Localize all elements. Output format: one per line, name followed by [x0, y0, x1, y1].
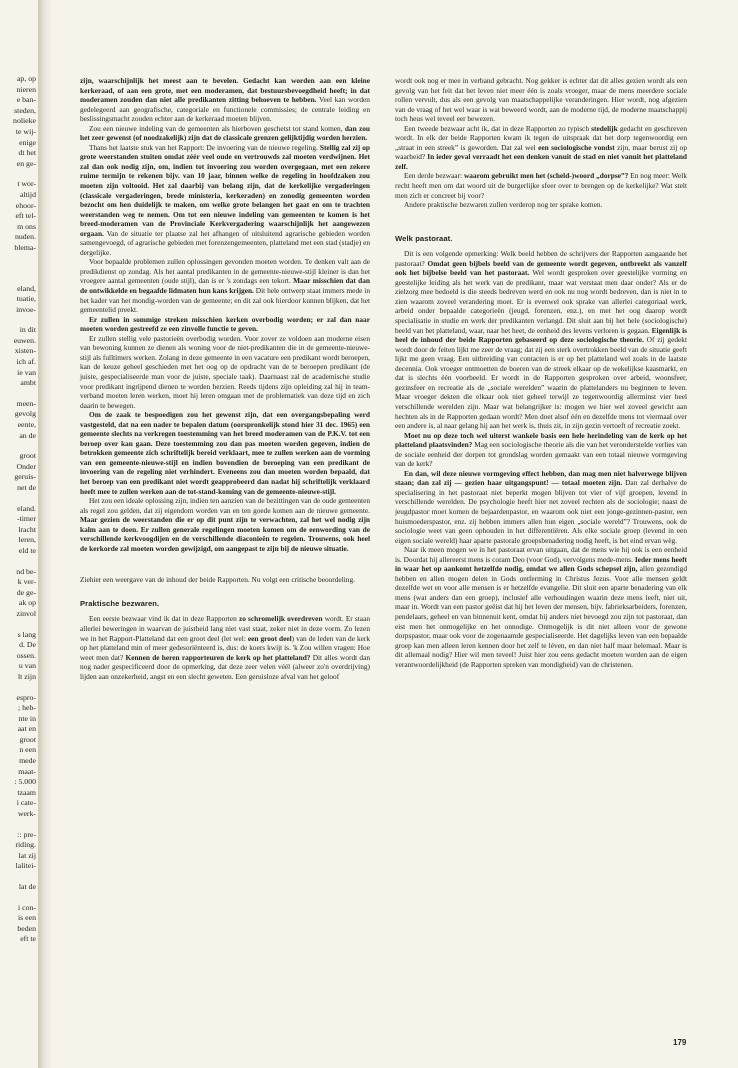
margin-fragment: tzaam	[17, 787, 36, 797]
text-run: Dit hele ontwerp staat immers mede in het kader van het mondig-worden van de gemeente; en dit zal ook hierdoor kunnen blijken, dat het gemeentelid preekt.	[80, 286, 370, 315]
paragraph	[395, 545, 687, 669]
margin-fragment: d. De	[19, 640, 36, 650]
paragraph	[80, 334, 370, 410]
text-run: Dit is een volgende opmerking: Welk beeld hebben de schrijvers der Rapporten aangaande het pastoraat?	[395, 249, 687, 268]
margin-fragment: altijd	[19, 189, 36, 199]
margin-fragment: tuatie,	[16, 294, 36, 304]
text-run: Dan zal derhalve de specialisering in het pastoraat niet beperkt mogen blijven tot vier of vijf groepen, levend in verschillende werelden. De psychologie heeft hier net zoveel rechten als de sociologie; naast de jeugdpastor moet komen de bejaardenpastor, en waarom ook niet een jonge-gezinnen-pastor, een huismoederspastor, enz. zij hebben immers allen hun eigen „sociale wereld”? Trouwens, ook de sociologie weet van geen ophouden in het differentiëren. Als elke sociale groep (levend in een eigen sociale wereld) haar aparte pastorale groepsbenadering nodig heeft, is het eind ervan wèg.	[395, 478, 687, 545]
bold-text-run: Omdat geen bijbels beeld van de gemeente wordt gegeven, ontbreekt als vanzelf ook het bijbelse beeld van het pastoraat.	[395, 258, 687, 278]
margin-fragment: dt het	[18, 148, 36, 158]
margin-fragment: u van	[18, 661, 36, 671]
paragraph	[80, 614, 370, 681]
text-run: Er zullen stellig vele pastorieën overbodig worden. Voor zover ze voldoen aan moderne eisen van bewoning kunnen ze dienen als woning voor de niet-predikanten die in de gemeente-nieuwe-stijl als fulltimers werken. Zolang in deze gemeente in een vacature een predikant wordt beroepen, kan de keuze geheel geschieden met het oog op de opdracht van de te beroepen predikant (de juiste, gespecialiseerde man voor de juiste, speciale taak). Daarnaast zal de academische studie voor predikant ingrijpend dienen te worden herzien. Reeds tijdens zijn opleiding zal hij in team-verband moeten leren werken, moet hij leren omgaan met de problematiek van deze tijd en zich daarin te bewegen.	[80, 333, 370, 410]
margin-fragment: eft tel-	[15, 211, 36, 221]
margin-fragment: ; heb-	[18, 703, 36, 713]
margin-fragment: en ge-	[16, 158, 36, 168]
text-run: Een derde bezwaar:	[404, 171, 464, 181]
margin-fragment	[0, 683, 38, 693]
text-run: Wel wordt gesproken over geestelijke vorming en geestelijke leiding als het werk van de predikant, maar wat verstaat men daar onder? Als er de zielzorg mee bedoeld is die steeds bedreven werd en ook nu nog wordt bedreven, dan is niet in te zien waarom zoveel verandering moet. Er is evenwel ook sprake van allerlei categoriaal werk, arbeid onder bepaalde categorieën (jeugd, forenzen, enz.), en met het oog daarop wordt specialisatie in studie en werk der predikanten verlangd. Dit sluit aan bij het hele (sociologische) beeld van het platteland, waar, naar het heet, de eenheid des levens verloren is gegaan.	[395, 268, 687, 335]
paragraph	[80, 315, 370, 334]
margin-fragment: i con-	[18, 902, 36, 912]
margin-fragment: t wor-	[17, 179, 36, 189]
margin-fragment: eland,	[17, 283, 36, 293]
margin-fragment: nolieke	[13, 116, 36, 126]
text-run: zijn, maar berust zij op waarheid?	[395, 142, 688, 162]
text-run: allen gezondigd hebben en allen mogen delen in Gods ontferming in Christus Jezus. Voor alle mensen geldt dezelfde wet en voor alle mensen is er hetzelfde evangelie. Dit sluit een aparte benadering van elk mens (wat anders dan een groep), inclusief alle verhoudingen waarin deze mens leeft, niet uit, maar in. Wordt van een pastor geëist dat hij het leven der mensen, bijv. fabrieksarbeiders, forenzen, pendelaars, geheel en van binnenuit kent, omdat hij anders niet bevoegd zou zijn tot pastoraat, dan eist men het onmogelijke en het onnodige. Onmogelijk is dit niet alleen voor de gewone dorpspastor, maar ook voor de zogenaamde gespecialiseerde. Het dagelijks leven van een bepaalde groep kan men alleen leren kennen door het zelf te léven, en dan niet half maar helemaal. Maar is dit allemaal nodig? Hier wil men teveel! Juist hier zou eens gedacht moeten worden aan de eigen verantwoordelijkheid (de Rapporten spreken van mondigheid) van de christenen.	[395, 564, 687, 669]
bold-text-run: Ieder mens heeft in waar het op aankomt hetzelfde nodig, omdat we allen Gods schepsel zijn,	[395, 554, 688, 574]
margin-fragment: in dit	[19, 325, 36, 335]
bold-text-run: Om de zaak te bespoedigen zou het gewenst zijn, dat een overgangsbepaling werd vastgesteld, dat na een nader te bepalen datum (oorspronkelijk stond hier 31 dec. 1965) een gemeente slechts na verkregen toestemming van het breed moderamen van de P.K.V. tot een beroep over kan gaan. Deze toestemming zou dan pas moeten worden gegeven, indien de betrokken gemeente zich schriftelijk bereid verklaart, mee te zullen werken aan de vorming van een gemeente-nieuwe-stijl en indien bovendien de beroeping van een predikant de invoering van de regeling niet verhindert. Eveneens zou dan moeten worden bepaald, dat het beroep van een predikant niet wordt geapprobeerd dan nadat hij schriftelijk verklaard heeft mee te zullen werken aan de tot-stand-koming van de gemeente-nieuwe-stijl.	[80, 410, 370, 496]
page-number: 179	[673, 1038, 687, 1047]
margin-fragment: groot	[19, 734, 36, 744]
paragraph	[80, 496, 370, 553]
paragraph	[395, 431, 687, 469]
text-run: Dit alles wordt dan nog nader gespecificeerd door de opmerking, dat deze zeer velen véél (alweer zo'n overdrijving) lijden aan onzekerheid, angst en een slecht geweten. Een geruisloze afval van het geloof	[80, 652, 371, 681]
margin-fragment: invoe-	[16, 304, 36, 314]
paragraph	[80, 124, 370, 143]
paragraph	[80, 76, 370, 124]
bold-text-run: zijn, waarschijnlijk het meest aan te bevelen. Gedacht kan worden aan een kleine kerkeraad, of aan een grote, met een moderamen, dat bestuursbevoegdheid heeft; in dat moderamen zouden dan niet alle predikanten zitting behoeven te hebben.	[80, 76, 370, 105]
margin-fragment	[0, 389, 38, 399]
margin-fragment: lt zijn	[18, 671, 36, 681]
margin-fragment: ehoor-	[15, 200, 36, 210]
margin-fragment: eft te	[20, 934, 36, 944]
text-run: Of zij gedekt wordt door de feiten lijkt me zeer de vraag; dat zij een sterk overtrokken beeld van de situatie geeft lijkt me geen vraag. Een uitbreiding van contacten is er op het platteland wel zoals in de laatste decennia. Ook vroeger ontmoetten de boeren van de streek elkaar op de wekelijkse kaasmarkt, en dat is slechts één voorbeeld. Er wordt in de Rapporten gesproken over arbeid, woonsfeer, gezinsfeer en recreatie als de „sociale werelden” waarin de plattelanders nu beginnen te leven. Maar vroeger dekten die elkaar ook niet geheel terwijl ze tegenwoordig allerminst vier heel verschillende werelden zijn. Maar wat belangrijker is: mogen we hier wel zoveel gewicht aan hechten als in de Rapporten gedaan wordt? Men doet alsof één en dezelfde mens tot viermaal over een andere is, al naar gelang hij aan het werk is, thuis zit, in zijn gezin vertoeft of recreatie zoekt.	[395, 335, 687, 431]
section-heading: Praktische bezwaren.	[80, 598, 160, 608]
bold-text-run: Stellig zal zij op grote weerstanden stuiten omdat zéér veel oude en vertrouwds zal moeten verdwijnen. Het zal dan ook nodig zijn, om, indien tot invoering zou worden overgegaan, met een zekere ruime termijn te rekenen bijv. van 10 jaar, binnen welke de regeling in hoofdzaken zou moeten zijn voltooid. Het zal daarbij van belang zijn, dat de kerkelijke vergaderingen (classicale vergaderingen, brede ministeria, kerkeraden) en zonodig gemeenten worden bezocht om hen duidelijk te maken, om welke grote belangen het gaat en om te trachten weerstanden weg te nemen. Om tot een nieuwe indeling van gemeenten te komen is het breed-moderamen van de Provinciale Kerkvergadering waarschijnlijk het aangewezen orgaan.	[80, 142, 370, 238]
paragraph	[80, 143, 370, 258]
bold-text-run: waarom gebruikt men het (scheld-)woord „dorpse”?	[463, 171, 629, 181]
margin-fragment: mede	[19, 756, 36, 766]
bold-text-run: een groot deel	[247, 633, 292, 643]
margin-fragment	[0, 254, 38, 264]
margin-fragment: aat en	[17, 724, 36, 734]
column-left	[80, 76, 370, 681]
paragraph	[395, 249, 687, 430]
bold-text-run: Eigenlijk is heel de inhoud der beide Rapporten gebaseerd op deze sociologische theorie.	[395, 325, 687, 345]
bold-text-run: dan zou het zeer gewenst (of noodzakelijk) zijn dat de classicale grenzen gelijktijdig worden herzien.	[80, 123, 370, 143]
text-run: Een eerste bezwaar vind ik dat in deze Rapporten	[89, 614, 239, 624]
margin-fragment: groot	[19, 451, 36, 461]
text-run: Thans het laatste stuk van het Rapport: De invoering van de nieuwe regeling.	[89, 142, 320, 152]
paragraph: Ziehier een weergave van de inhoud der beide Rapporten. Nu volgt een critische beoordeling.	[80, 575, 355, 585]
text-run: Van de situatie ter plaatse zal het afhangen of uitsluitend agrarische gebieden worden samengevoegd, of agrarische gebieden met forenzengemeenten, platteland met een stad (stadje) en dergelijke.	[80, 228, 370, 257]
margin-fragment	[0, 494, 38, 504]
margin-fragment: nte in	[18, 713, 36, 723]
margin-fragment	[0, 893, 38, 903]
bold-text-run: Moet nu op deze toch wel uiterst wankele basis een hele herindeling van de kerk op het platteland plaatsvinden?	[395, 430, 687, 450]
margin-fragment	[0, 872, 38, 882]
paragraph: Andere praktische bezwaren zullen verderop nog ter sprake komen.	[404, 200, 603, 210]
margin-fragment: Onder	[16, 461, 36, 471]
margin-fragment: espro-	[16, 692, 36, 702]
margin-fragment: geruis-	[14, 472, 36, 482]
text-run: gedacht en geschreven wordt. In elk der beide Rapporten kwam ik tegen de uitspraak dat het dorp tegenwoordig een „straat in een streek” is geworden. Dat zal wel	[395, 123, 688, 152]
paragraph	[80, 257, 370, 314]
bold-text-run: stedelijk	[591, 123, 618, 133]
margin-fragment: n een	[19, 745, 36, 755]
margin-fragment: zinvol	[16, 608, 36, 618]
margin-fragment: an de	[19, 430, 36, 440]
margin-fragment: te wij-	[15, 126, 36, 136]
paragraph	[395, 469, 687, 545]
bold-text-run: zo schromelijk overdreven	[238, 614, 323, 624]
margin-fragment	[0, 820, 38, 830]
margin-fragment: beden	[17, 923, 36, 933]
text-run: ) van de leden van de kerk op het platteland min of meer gedesoriënteerd is, dus: de koers kwijt is. 'k Zou willen vragen: Hoe weet men dat?	[80, 633, 371, 662]
paragraph	[395, 124, 687, 172]
margin-fragment: lracht	[18, 524, 36, 534]
text-run: Een tweede bezwaar acht ik, dat in deze Rapporten zo typisch	[404, 123, 592, 133]
margin-fragment: -timer	[16, 514, 36, 524]
page-spine	[38, 0, 52, 1068]
margin-fragment	[0, 557, 38, 567]
margin-fragment: ie van	[17, 367, 36, 377]
margin-fragment: ich af.	[16, 357, 36, 367]
previous-page-margin-fragments	[0, 74, 38, 974]
margin-fragment: is een	[18, 913, 36, 923]
paragraph	[80, 410, 370, 496]
margin-fragment: nd be-	[16, 566, 36, 576]
margin-fragment: k ver-	[17, 577, 36, 587]
margin-fragment: eland.	[17, 503, 36, 513]
margin-fragment	[0, 274, 38, 284]
margin-fragment: s lang	[17, 629, 36, 639]
text-run: Naar ik meen mogen we in het pastoraat ervan uitgaan, dat de mens wie hij ook is een eenheid is. Doordat hij allereerst mens is coram Deo (voor God), vervolgens mede-mens.	[395, 545, 687, 564]
margin-fragment: werk-	[17, 809, 36, 819]
margin-fragment: riding.	[15, 840, 36, 850]
margin-fragment: lat de	[18, 882, 36, 891]
margin-fragment: blema-	[14, 242, 36, 252]
bold-text-run: Maar gezien de weerstanden die er op dit punt zijn te verwachten, zal het wel nodig zijn kalm aan te doen. Er zullen generale regelingen moeten komen om de eenwording van de verschillende kerkvoogdijen en de verschillende diaconieën te regelen. Trouwens, ook heel de kerkorde zal moeten worden gewijzigd, om aangepast te zijn bij de nieuwe situatie.	[80, 515, 370, 553]
margin-fragment: : 5.000	[14, 777, 36, 787]
margin-fragment: de ge-	[16, 587, 36, 597]
margin-fragment: enige	[19, 137, 36, 147]
margin-fragment: ossen.	[16, 650, 36, 660]
bold-text-run: En dan, wil deze nieuwe vormgeving effect hebben, dan mag men niet halverwege blijven staan; dan zal zij — gezien haar uitgangspunt! — totaal moeten zijn.	[395, 468, 687, 488]
margin-fragment: xisten-	[14, 346, 36, 356]
margin-fragment: maat-	[18, 766, 36, 776]
margin-fragment: lalitei-	[15, 861, 36, 871]
text-run: En nog meer: Welk recht heeft men om dat woord uit de burgerlijke sfeer over te brengen op de kerkelijke? Wat stelt men zich er concreet bij voor?	[395, 171, 687, 200]
margin-fragment: steden,	[14, 105, 36, 115]
margin-fragment: nieren	[16, 84, 36, 94]
text-run: Zou een nieuwe indeling van de gemeenten als hierboven geschetst tot stand komen,	[89, 123, 345, 133]
margin-fragment: ak op	[18, 598, 36, 608]
text-run: Veel kan worden gedelegeerd aan geografische, categoriale en functionele commissies; de centrale leiding en beslissingsmacht zouden echter aan de kerkeraad moeten blijven.	[80, 95, 370, 124]
margin-fragment: nuden.	[14, 232, 36, 242]
margin-fragment: i cate-	[16, 798, 36, 808]
margin-fragment: eente,	[17, 420, 36, 430]
bold-text-run: In ieder geval verraadt het een denken vanuit de stad en niet vanuit het platteland zelf.	[395, 152, 687, 171]
column-right	[395, 76, 687, 669]
margin-fragment: e ban-	[16, 95, 36, 105]
margin-fragment: m ons	[17, 221, 36, 231]
margin-fragment	[0, 169, 38, 179]
bold-text-run: Kennen de heren rapporteuren de kerk op het platteland?	[125, 652, 311, 662]
margin-fragment: euwen.	[13, 335, 36, 345]
text-run: Het zou een ideale oplossing zijn, indien ten aanzien van de bezittingen van de oude gemeenten als regel zou gelden, dat zij eigendom worden van en ten goede komen aan de nieuwe gemeente.	[80, 496, 370, 515]
text-run: Mag een sociologische theorie als die van het veronderstelde verlies van de sociale eenheid der dorpen tot grondslag worden gemaakt van een totaal nieuwe vormgeving van de kerk?	[395, 440, 687, 469]
section-heading: Welk pastoraat.	[395, 233, 453, 243]
margin-fragment: net de	[17, 483, 36, 492]
paragraph	[395, 171, 687, 200]
bold-text-run: Er zullen in sommige streken misschien kerken overbodig worden; er zal dan naar moeten worden gestreefd ze een zinvolle functie te geven.	[80, 314, 370, 334]
margin-fragment	[0, 264, 38, 274]
margin-fragment	[0, 441, 38, 451]
margin-fragment: leren,	[18, 535, 36, 545]
margin-fragment: eld te	[18, 545, 36, 555]
bold-text-run: een sociologische vondst	[538, 142, 615, 152]
margin-fragment	[0, 315, 38, 325]
paragraph: wordt ook nog er mee in verband gebracht. Nog gekker is echter dat dit alles gezien wordt als een gevolg van het feit dat het leven niet meer één is zoals vroeger, maar de mens meerdere sociale rollen vervult, dus als een gevolg van maatschappelijke veranderingen. Hier wordt, nog afgezien van de vraag of het wel waar is wat beweerd wordt, aan de moderne tijd, de moderne maatschappij toch heus wel teveel eer bewezen.	[395, 76, 687, 124]
text-run: wordt. Er staan allerlei beweringen in waarvan de juistheid lang niet vast staat, zeker niet in deze vorm. Zo lezen we in het Rapport-Platteland dat een groot deel (let wel:	[80, 614, 370, 643]
margin-fragment: ap, op	[16, 74, 36, 83]
text-run: Voor bepaalde problemen zullen oplossingen gevonden moeten worden. Te denken valt aan de predikdienst op zondag. Als het aantal predikanten in de gemeente-nieuwe-stijl kleiner is dan het vroegere aantal gemeenten (oude stijl), dan is er 's zondags een tekort.	[80, 257, 370, 286]
margin-fragment: meen-	[16, 398, 36, 408]
margin-fragment: gevolg	[14, 409, 36, 419]
margin-fragment	[0, 620, 38, 630]
margin-fragment: lat zij	[18, 850, 36, 860]
margin-fragment: :: pre-	[17, 829, 36, 839]
margin-fragment: ambt	[20, 378, 36, 388]
bold-text-run: Maar misschien dat dan de ontwikkelde en begaafde lidmaten hun kans krijgen.	[80, 276, 370, 296]
